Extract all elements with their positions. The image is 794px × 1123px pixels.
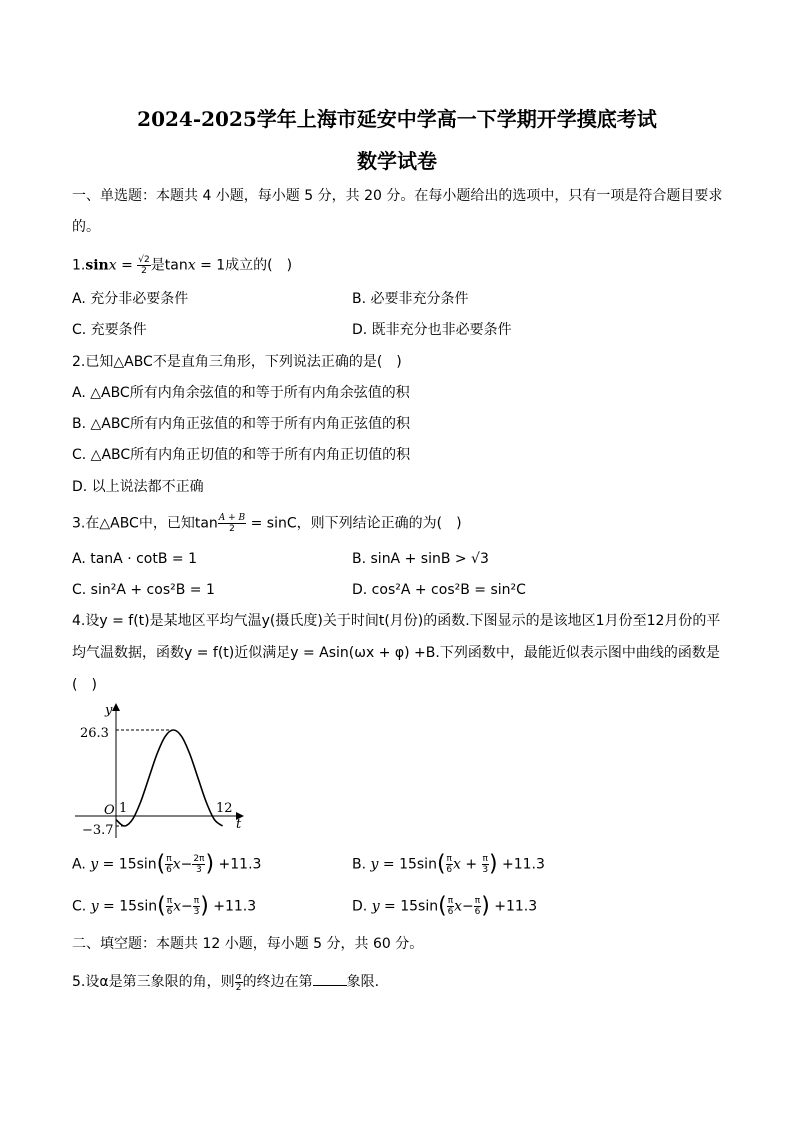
question-3-stem: 3.在△ABC中，已知tan $\frac{A + B}{2}$ = sinC，则下列结论正确的为( ): [72, 513, 462, 534]
origin-label: O: [104, 803, 115, 818]
section2-heading: 二、填空题：本题共 12 小题，每小题 5 分，共 60 分。: [72, 936, 424, 952]
fraction: $\frac{A + B}{2}$: [218, 513, 246, 534]
question-2-option-a: A. △ABC所有内角余弦值的和等于所有内角余弦值的积: [72, 385, 410, 401]
fraction: $\frac{\alpha}{2}$: [235, 971, 242, 993]
question-1-stem: 1.sinx = $\frac{√2}{2}$ 是tanx = 1成立的( ): [72, 255, 293, 276]
page-subtitle: 数学试卷: [357, 149, 437, 173]
x-tick-label: 12: [216, 801, 233, 816]
question-3-option-c: C. sin²A + cos²B = 1: [72, 582, 215, 598]
question-1-option-c: C. 充要条件: [72, 322, 147, 338]
question-3-option-b: B. sinA + sinB > √3: [352, 551, 489, 567]
question-4-option-a: A. y = 15sin( $\frac{\pi}{6}$ x− $\frac{2\pi}{3}$ ) +11.3: [72, 851, 262, 877]
question-1-option-b: B. 必要非充分条件: [352, 291, 469, 307]
y-tick-label: 26.3: [80, 726, 109, 741]
section1-heading-line2: 的。: [72, 219, 100, 235]
answer-blank[interactable]: [313, 971, 347, 986]
question-1-option-a: A. 充分非必要条件: [72, 291, 189, 307]
question-5-stem: 5.设α是第三象限的角，则 $\frac{\alpha}{2}$ 的终边在第 象限.: [72, 971, 380, 993]
question-4-line1: 4.设y = f(t)是某地区平均气温y(摄氏度)关于时间t(月份)的函数.下图显示的是该地区1月份至12月份的平: [72, 613, 721, 629]
series-line: [116, 730, 223, 826]
question-2-stem: 2.已知△ABC不是直角三角形，下列说法正确的是( ): [72, 354, 402, 370]
question-2-option-d: D. 以上说法都不正确: [72, 479, 204, 495]
question-4-option-d: D. y = 15sin( $\frac{\pi}{6}$ x− $\frac{\pi}{6}$ ) +11.3: [352, 893, 538, 919]
question-4-option-c: C. y = 15sin( $\frac{\pi}{6}$ x− $\frac{\pi}{3}$ ) +11.3: [72, 893, 257, 919]
question-4-line3: ( ): [72, 677, 97, 693]
page-title: 2024-2025学年上海市延安中学高一下学期开学摸底考试: [137, 107, 657, 131]
question-2-option-c: C. △ABC所有内角正切值的和等于所有内角正切值的积: [72, 447, 411, 463]
x-axis-label: t: [236, 817, 242, 832]
question-1-option-d: D. 既非充分也非必要条件: [352, 322, 512, 338]
section1-heading-line1: 一、单选题：本题共 4 小题，每小题 5 分，共 20 分。在每小题给出的选项中，只有一项是符合题目要求: [72, 188, 723, 204]
fraction: $\frac{√2}{2}$: [138, 255, 150, 276]
x-tick-label: 1: [119, 801, 128, 816]
question-3-option-d: D. cos²A + cos²B = sin²C: [352, 582, 526, 598]
question-3-option-a: A. tanA · cotB = 1: [72, 551, 197, 567]
question-4-option-b: B. y = 15sin( $\frac{\pi}{6}$ x + $\frac{\pi}{3}$ ) +11.3: [352, 851, 545, 877]
question-2-option-b: B. △ABC所有内角正弦值的和等于所有内角正弦值的积: [72, 416, 410, 432]
y-axis-label: y: [105, 703, 113, 718]
temperature-graph: [70, 700, 250, 840]
y-tick-label: −3.7: [82, 823, 114, 838]
question-4-line2: 均气温数据，函数y = f(t)近似满足y = Asin(ωx + φ) +B.下列函数中，最能近似表示图中曲线的函数是: [72, 645, 720, 661]
